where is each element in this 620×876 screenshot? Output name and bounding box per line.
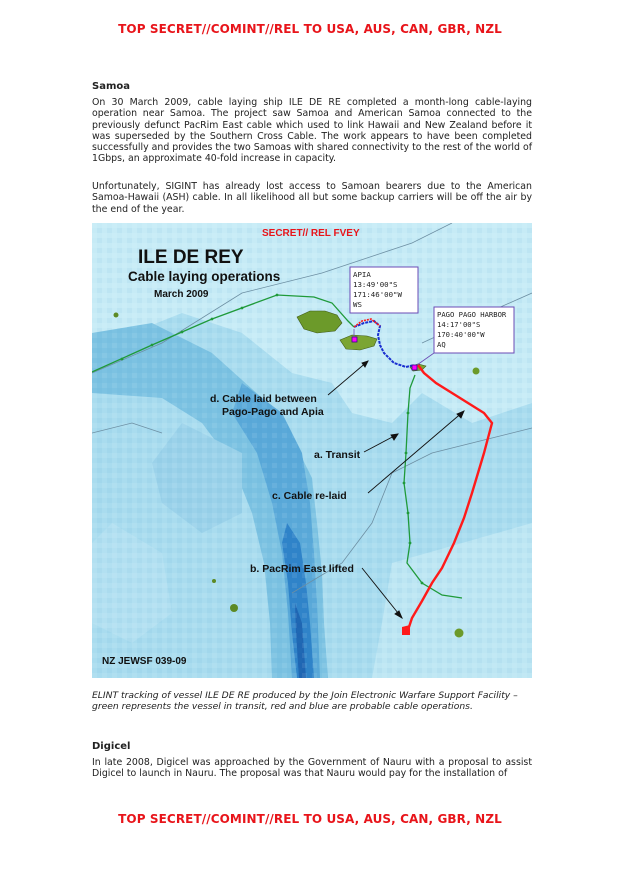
classification-footer: TOP SECRET//COMINT//REL TO USA, AUS, CAN, GBR, NZL [118, 812, 502, 826]
apia-callout-line3: 171:46'00"W [353, 290, 402, 299]
cable-operations-map [92, 223, 532, 678]
section-heading-samoa: Samoa [92, 81, 130, 92]
apia-marker [352, 337, 357, 342]
label-a: a. Transit [314, 449, 361, 461]
label-c: c. Cable re-laid [272, 490, 347, 502]
island [230, 604, 238, 612]
map-source: NZ JEWSF 039-09 [102, 656, 187, 667]
map-date: March 2009 [154, 289, 209, 300]
samoa-paragraph-1: On 30 March 2009, cable laying ship ILE DE RE completed a month-long cable-laying operation near Samoa. The project saw Samoa and American Samoa connected to the previously defunct PacRim East cable which used to link Hawaii and New Zealand before it was superseded by the Southern Cross Cable. The work appears to have been completed successfully and provides the two Samoas with shared connectivity to the rest of the world of 1Gbps, an approximate 40-fold increase in capacity. [92, 97, 532, 165]
island [114, 313, 119, 318]
island [473, 368, 480, 375]
label-d-line2: Pago-Pago and Apia [222, 406, 324, 418]
digicel-paragraph: In late 2008, Digicel was approached by the Government of Nauru with a proposal to assist Digicel to launch in Nauru. The proposal was that Nauru would pay for the installation of [92, 757, 532, 780]
label-d-line1: d. Cable laid between [210, 393, 317, 405]
samoa-paragraph-2: Unfortunately, SIGINT has already lost access to Samoan bearers due to the American Samoa-Hawaii (ASH) cable. In all likelihood all but some backup carriers will be off the air by the end of the year. [92, 181, 532, 215]
island [212, 579, 216, 583]
pago-callout-line4: AQ [437, 340, 446, 349]
pago-callout-line1: PAGO PAGO HARBOR [437, 310, 507, 319]
map-caption: ELINT tracking of vessel ILE DE RE produced by the Join Electronic Warfare Support Facility – green represents the vessel in transit, red and blue are probable cable operations. [92, 690, 518, 713]
pago-callout-line2: 14:17'00"S [437, 320, 481, 329]
apia-callout-line1: APIA [353, 270, 371, 279]
classification-header: TOP SECRET//COMINT//REL TO USA, AUS, CAN, GBR, NZL [118, 22, 502, 36]
apia-callout-line2: 13:49'00"S [353, 280, 398, 289]
pago-marker [412, 365, 417, 370]
map-subtitle: Cable laying operations [128, 269, 281, 284]
pago-callout-line3: 170:40'00"W [437, 330, 485, 339]
apia-callout-line4: WS [353, 300, 362, 309]
island [455, 629, 464, 638]
map-title: ILE DE REY [138, 247, 244, 268]
map-classification: SECRET// REL FVEY [262, 228, 360, 239]
label-b: b. PacRim East lifted [250, 563, 354, 575]
section-heading-digicel: Digicel [92, 741, 131, 752]
